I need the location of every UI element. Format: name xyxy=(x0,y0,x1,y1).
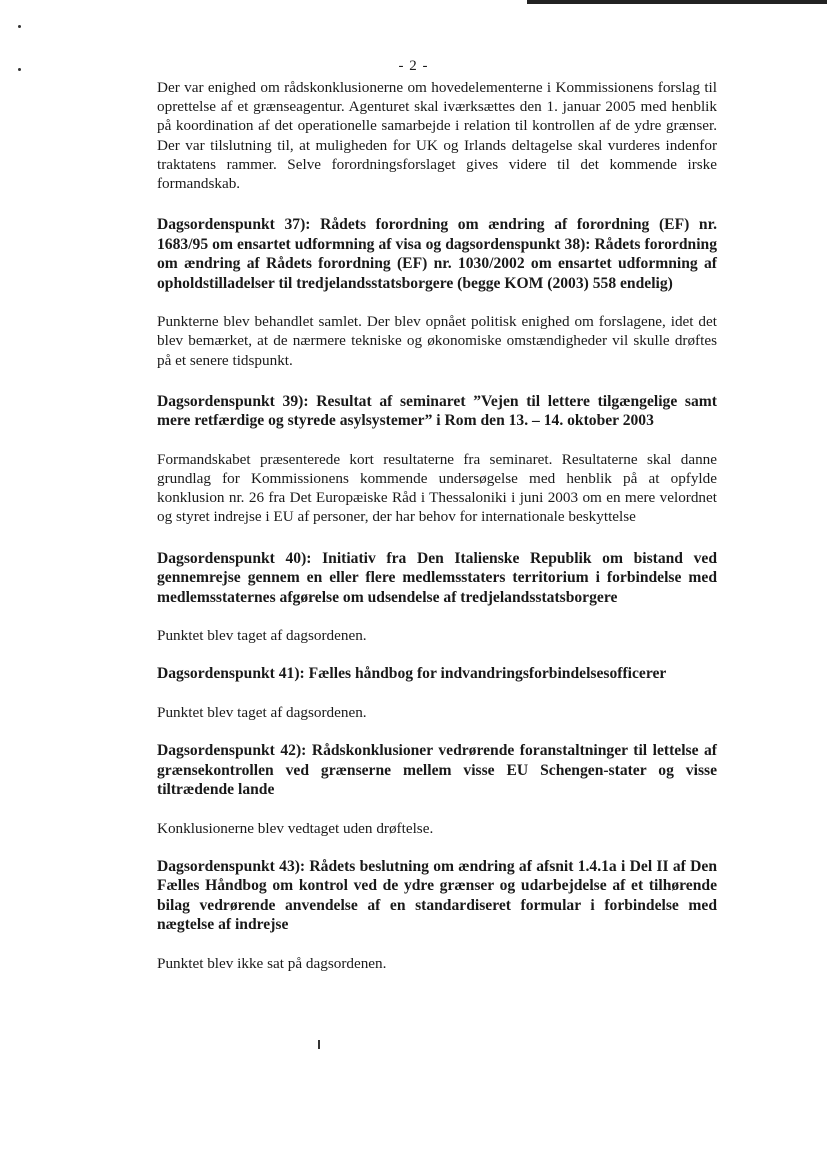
agenda-heading-43: Dagsordenspunkt 43): Rådets beslutning om ændring af afsnit 1.4.1a i Del II af Den Fælles Håndbog om kontrol ved de ydre grænser og udarbejdelse af et tilhørende bilag vedrørende anvendelse af en standardiseret formular i forbindelse med nægtelse af indrejse xyxy=(157,857,717,934)
agenda-heading-40: Dagsordenspunkt 40): Initiativ fra Den Italienske Republik om bistand ved gennemrejse gennem en eller flere medlemsstaters territorium i forbindelse med medlemsstaternes afgørelse om udsendelse af tredjelandsstatsborgere xyxy=(157,549,717,606)
agenda-body-41: Punktet blev taget af dagsordenen. xyxy=(157,703,367,721)
scan-speck xyxy=(18,25,21,28)
top-edge-rule xyxy=(527,0,827,4)
intro-paragraph: Der var enighed om rådskonklusionerne om hovedelementerne i Kommissionens forslag til oprettelse af et grænseagentur. Agenturet skal iværksættes den 1. januar 2005 med henblik på koordination af det operationelle samarbejde i relation til kontrollen af de ydre grænser. Der var tilslutning til, at muligheden for UK og Irlands deltagelse skal vurderes indenfor traktatens rammer. Selve forordningsforslaget gives videre til det kommende irske formandskab. xyxy=(157,79,717,193)
agenda-body-43: Punktet blev ikke sat på dagsordenen. xyxy=(157,954,387,972)
agenda-heading-39: Dagsordenspunkt 39): Resultat af seminaret ”Vejen til lettere tilgængelige samt mere retfærdige og styrede asylsystemer” i Rom den 13. – 14. oktober 2003 xyxy=(157,392,717,430)
agenda-heading-42: Dagsordenspunkt 42): Rådskonklusioner vedrørende foranstaltninger til lettelse af grænsekontrollen ved grænserne mellem visse EU Schengen-stater og visse tiltrædende lande xyxy=(157,742,717,799)
agenda-body-40: Punktet blev taget af dagsordenen. xyxy=(157,627,367,645)
agenda-body-39: Formandskabet præsenterede kort resultaterne fra seminaret. Resultaterne skal danne grundlag for Kommissionens kommende undersøgelse med henblik på at opfylde konklusion nr. 26 fra Det Europæiske Råd i Thessaloniki i juni 2003 om en mere velordnet og styret indrejse i EU af personer, der har behov for internationale beskyttelse xyxy=(157,450,717,526)
agenda-heading-41: Dagsordenspunkt 41): Fælles håndbog for indvandringsforbindelsesofficerer xyxy=(157,665,667,683)
document-body xyxy=(157,78,717,992)
page-number: - 2 - xyxy=(398,58,429,74)
agenda-heading-37-38: Dagsordenspunkt 37): Rådets forordning om ændring af forordning (EF) nr. 1683/95 om ensartet udformning af visa og dagsordenspunkt 38): Rådets forordning om ændring af Rådets forordning (EF) nr. 1030/2002 om ensartet udformning af opholdstilladelser til tredjelandsstatsborgere (begge KOM (2003) 558 endelig) xyxy=(157,216,717,292)
agenda-body-42: Konklusionerne blev vedtaget uden drøftelse. xyxy=(157,819,434,837)
agenda-body-37-38: Punkterne blev behandlet samlet. Der blev opnået politisk enighed om forslagene, idet det blev bemærket, at de nærmere tekniske og økonomiske omstændigheder vil skulle drøftes på et senere tidspunkt. xyxy=(157,313,717,369)
scan-mark xyxy=(318,1040,320,1049)
